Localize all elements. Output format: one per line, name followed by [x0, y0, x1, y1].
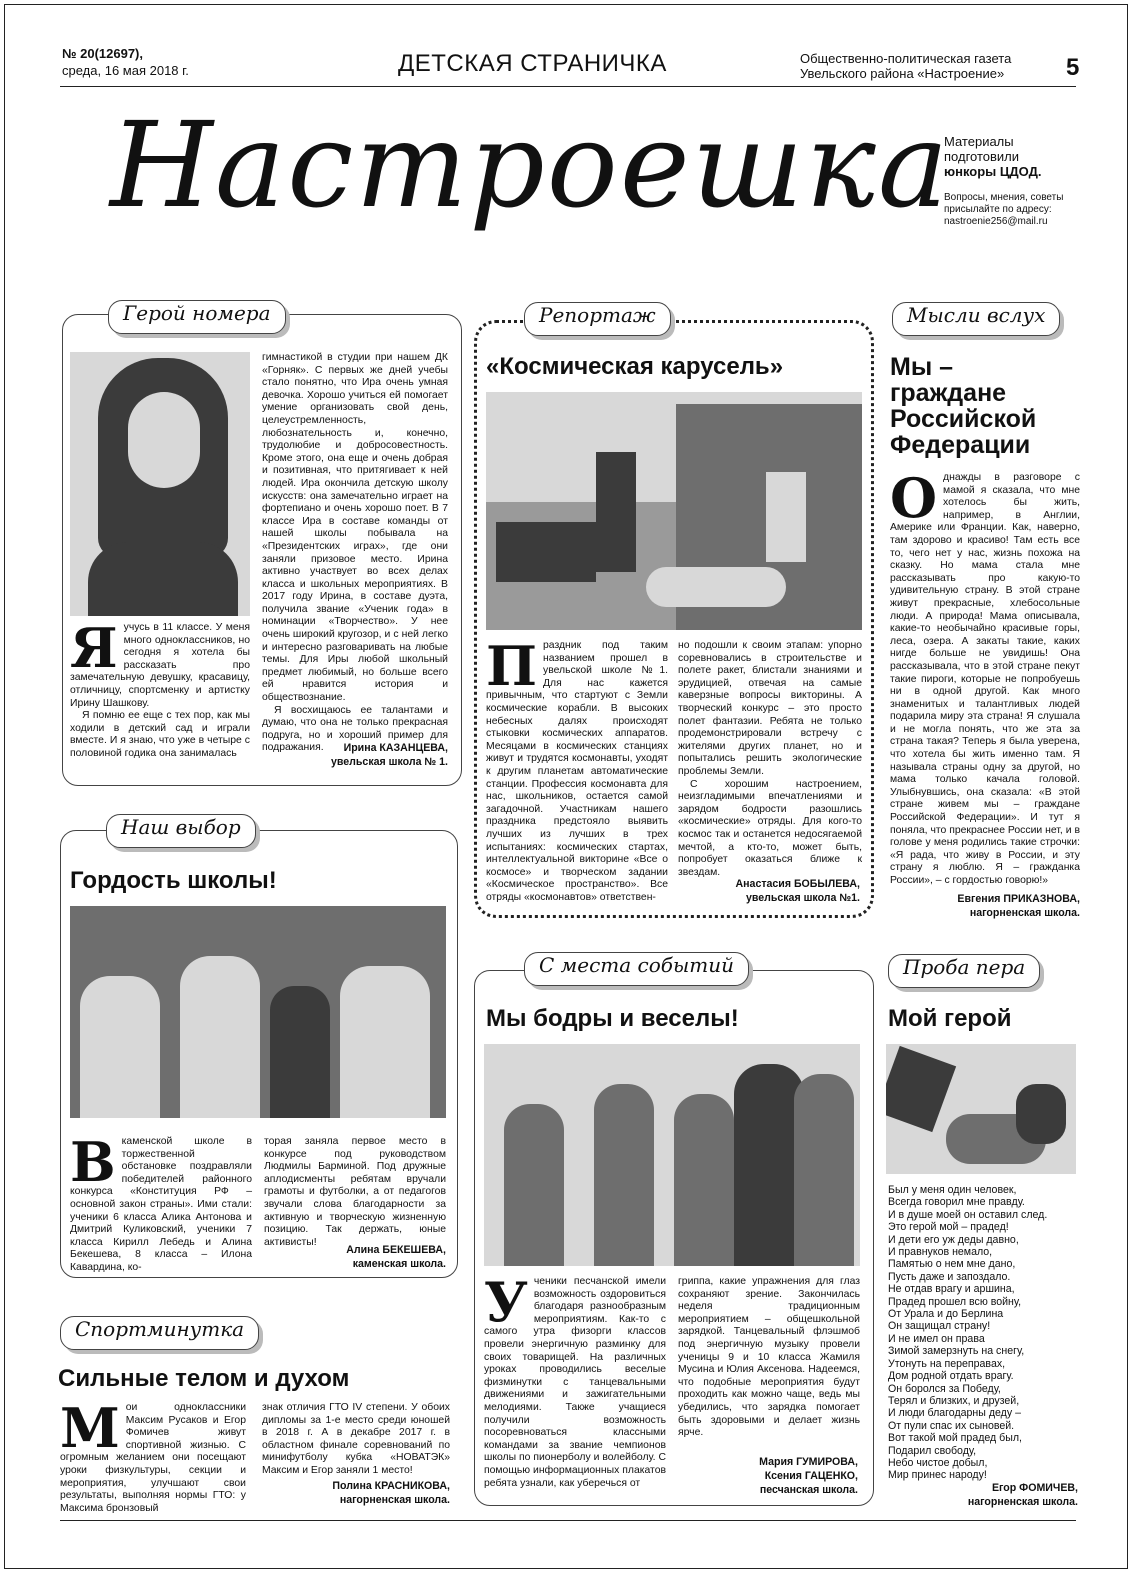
- report-dropcap: П: [486, 634, 537, 698]
- report-column-2: [678, 640, 862, 878]
- hero-school: увельская школа № 1.: [331, 756, 448, 768]
- choice-column-1: [70, 1130, 252, 1273]
- materials-line-1: Материалы: [944, 134, 1014, 149]
- poem-line: И дети его уж деды давно,: [888, 1233, 1019, 1246]
- poem-line: Не отдав врагу и аршина,: [888, 1283, 1015, 1296]
- events-column-1: [484, 1270, 666, 1498]
- hero-rubric: Герой номера: [108, 300, 286, 334]
- issue-date: среда, 16 мая 2018 г.: [62, 63, 189, 78]
- pen-rubric: Проба пера: [888, 954, 1040, 988]
- poem-line: И не имел он права: [888, 1332, 985, 1345]
- sport-rubric: Спортминутка: [60, 1316, 259, 1350]
- pen-author: Егор ФОМИЧЕВ,: [991, 1482, 1078, 1494]
- poem-line: Это герой мой – прадед!: [888, 1221, 1009, 1234]
- thoughts-headline-line-3: Российской: [890, 405, 1037, 433]
- report-headline: «Космическая карусель»: [486, 353, 784, 380]
- thoughts-author: Евгения ПРИКАЗНОВА,: [957, 893, 1080, 905]
- section-title: ДЕТСКАЯ СТРАНИЧКА: [398, 50, 667, 77]
- choice-column-2: [264, 1136, 446, 1246]
- poem-line: Был у меня один человек,: [888, 1184, 1017, 1196]
- hero-paragraph-4: Я восхищаюсь ее талантами и думаю, что она не только прекрасная подруга, но и хороший пример для подражания.: [262, 704, 448, 754]
- report-paragraph-3: С хорошим настроением, неизгладимыми впечатлениями и зарядом бодрости разошлись «космические» отряды. Для кого-то космос так и останется недосягаемой мечтой, а кто-то, может быть, попробует оказаться ближе к звездам.: [678, 778, 862, 878]
- hero-dropcap: Я: [70, 616, 118, 680]
- choice-paragraph-2: торая заняла первое место в конкурсе под руководством Людмилы Барминой. Под дружные аплодисменты ребятам вручали грамоты и футболки, а от педагогов звучали слова благодарности за активную и творческую жизненную позицию. Так держать, юные активисты!: [264, 1136, 446, 1248]
- poem-line: Прадед прошел всю войну,: [888, 1295, 1022, 1308]
- pen-school: нагорненская школа.: [967, 1496, 1078, 1508]
- poem-line: Памятью о нем мне дано,: [888, 1258, 1016, 1271]
- poem-line: Утонуть на переправах,: [888, 1357, 1006, 1370]
- sport-headline: Сильные телом и духом: [58, 1365, 350, 1392]
- report-event-photo: [486, 392, 862, 630]
- events-kids-photo: [484, 1044, 860, 1266]
- thoughts-school: нагорненская школа.: [969, 907, 1080, 919]
- events-paragraph-1: ченики песчанской имели возможность оздоровиться благодаря разнообразным мероприятиям. Как-то с самого утра физорги классов провели энергичную разминку для своих товарищей. На различных уроках проводились веселые физминутки с танцевальными движениями и зажигательными мелодиями. Также учащиеся получили возможность посоревноваться классными командами за звание чемпионов школы по пионерболу и волейболу. С помощью информационных плакатов ребята узнали, как уберечься от: [484, 1276, 666, 1489]
- pen-poem: [888, 1184, 1078, 1482]
- poem-line: Терял и близких, и друзей,: [888, 1394, 1020, 1407]
- poem-line: Он защищал страну!: [888, 1320, 991, 1333]
- poem-line: Подарил свободу,: [888, 1444, 977, 1457]
- sport-paragraph-2: знак отличия ГТО IV степени. У обоих дипломы за 1-е место среди юношей в 2018 г. А в декабре 2017 г. в областном финале соревнований по минифутболу кубка «НОВАТЭК» Максим и Егор заняли 1 место!: [262, 1402, 450, 1476]
- thoughts-paragraph: днажды в разговоре с мамой я сказала, что мне хотелось бы жить, например, в Англии, Америке или Франции. Как, наверно, там здорово и красиво! Там есть все то, чего нет у нас, жизнь похожа на сказку. Но мама стала мне рассказывать про какую-то удивительную страну. В этой стране живут прекрасные, хлебосольные люди. А природа! Мама описывала, какие-то необычайно красивые горы, леса, озера. А закаты такие, каких нигде больше не увидишь! Она рассказывала, что в этой стране пекут такие пироги, которые не попробуешь ни в одной другой. Как много знаменитых и талантливых людей подарила миру эта страна! Я слушала и не могла понять, что же эта за страна такая? Теперь я была уверена, что хотела бы жить именно там. Я называла страны одну за другой, но мама только качала головой. Улыбнувшись, она сказала: «В этой стране живем мы – граждане Российской Федерации». И тут я поняла, что прекраснее России нет, и в голове у меня родились такие строчки: «Я рада, что живу в России, и эту страну я люблю. Я – гражданка России», – с гордостью говорю!»: [890, 472, 1080, 886]
- sport-school: нагорненская школа.: [339, 1494, 450, 1506]
- poem-line: От Урала и до Берлина: [888, 1308, 1004, 1321]
- hero-paragraph-2: Я помню ее еще с тех пор, как мы ходили в детский сад и играли вместе. И я знаю, что уже в четыре с половиной годика она занималась: [70, 710, 250, 759]
- report-school: увельская школа №1.: [745, 892, 860, 904]
- events-author-2: Ксения ГАЦЕНКО,: [764, 1470, 858, 1482]
- poem-line: Небо чистое добыл,: [888, 1456, 988, 1469]
- issue-number: № 20(12697),: [62, 46, 143, 61]
- report-rubric: Репортаж: [524, 302, 671, 336]
- poem-line: Зимой замерзнуть на снегу,: [888, 1345, 1025, 1358]
- materials-line-3: юнкоры ЦДОД.: [944, 164, 1042, 179]
- sport-dropcap: М: [60, 1396, 120, 1460]
- report-author: Анастасия БОБЫЛЕВА,: [735, 878, 860, 890]
- header-rule: [60, 86, 1076, 87]
- poem-line: И правнуков немало,: [888, 1246, 993, 1259]
- hero-paragraph-1: учусь в 11 классе. У меня много одноклассников, но сегодня я хотела бы рассказать про замечательную девушку, красавицу, отличницу, спортсменку и артистку Ирину Шашкову.: [70, 622, 250, 709]
- contact-email[interactable]: nastroenie256@mail.ru: [944, 216, 1048, 227]
- events-rubric: С места событий: [524, 952, 749, 986]
- events-column-2: [678, 1276, 860, 1446]
- sport-author: Полина КРАСНИКОВА,: [332, 1480, 450, 1492]
- thoughts-column: [890, 466, 1080, 886]
- poem-line: Всегда говорил мне правду.: [888, 1196, 1025, 1209]
- poem-line: И люди благодарны деду –: [888, 1407, 1021, 1420]
- events-paragraph-2: гриппа, какие упражнения для глаз сохраняют зрение. Закончилась неделя традиционным мероприятием – общешкольной зарядкой. Танцевальный флэшмоб под энергичную музыку провели ученицы 9 и 10 класса Жамиля Мусина и Юлия Аксенова. Надеемся, что подобные мероприятия будут проходить как можно чаще, ведь мы убедились, что зарядка помогает быть здоровыми и делает жизнь ярче.: [678, 1276, 860, 1439]
- masthead-title: Настроешка: [110, 96, 951, 234]
- choice-author: Алина БЕКЕШЕВА,: [346, 1244, 446, 1256]
- thoughts-headline-line-4: Федерации: [890, 431, 1031, 459]
- materials-line-2: подготовили: [944, 149, 1020, 164]
- thoughts-headline-line-1: Мы –: [890, 353, 954, 381]
- contact-line-1: Вопросы, мнения, советы: [944, 192, 1064, 203]
- contact-line-2: присылайте по адресу:: [944, 204, 1052, 215]
- events-author-1: Мария ГУМИРОВА,: [759, 1456, 858, 1468]
- poem-line: Дом родной отдать врагу.: [888, 1370, 1014, 1383]
- events-school: песчанская школа.: [759, 1484, 858, 1496]
- page-number: 5: [1066, 54, 1080, 81]
- poem-line: Он боролся за Победу,: [888, 1382, 1001, 1395]
- poem-line: Пусть даже и запоздало.: [888, 1270, 1011, 1283]
- thoughts-headline-line-2: граждане: [890, 379, 1007, 407]
- report-paragraph-2: но подошли к своим этапам: упорно соревновались в строительстве и полете ракет, блистали знаниями и эрудицией, отвечая на самые каверзные вопросы викторины. А творческий конкурс – это просто полет фантазии. Ребята не только продемонстрировали встречу с жителями других планет, но и попытались решить экологические проблемы Земли.: [678, 640, 862, 777]
- hero-author: Ирина КАЗАНЦЕВА,: [343, 742, 448, 754]
- thoughts-headline: [890, 354, 1080, 458]
- footer-rule: [60, 1520, 1076, 1521]
- poem-line: Мир принес народу!: [888, 1469, 987, 1482]
- thoughts-rubric: Мысли вслух: [892, 302, 1060, 336]
- events-headline: Мы бодры и веселы!: [486, 1005, 739, 1032]
- thoughts-dropcap: О: [890, 466, 938, 530]
- events-dropcap: У: [484, 1270, 528, 1334]
- hero-portrait-photo: [70, 352, 250, 616]
- hero-paragraph-3: гимнастикой в студии при нашем ДК «Горняк». С первых же дней учебы стало понятно, что Ира очень умная девочка. Хорошо учиться ей помогает умение организовать свой день, целеустремленность, любознательность и, конечно, трудолюбие и добросовестность. Кроме этого, она еще и очень добрая и позитивная, что притягивает к ней людей. Ира окончила детскую школу искусств: она замечательно играет на фортепиано и очень хорошо поет. В 7 классе Ира в составе команды от нашей школы побывала на «Президентских играх», где они заняли призовое место. Ирина активно участвует во всех делах класса и школьных мероприятиях. В 2017 году Ирина, в составе дуэта, получила звание «Ученик года» в номинации «Творчество». У нее очень широкий кругозор, и с ней легко и интересно разговаривать на любые темы. Для Иры любой школьный предмет любимый, но больше всего ей нравится история и обществознание.: [262, 352, 448, 704]
- poem-line: Вот такой мой прадед был,: [888, 1432, 1022, 1445]
- publisher-line-2: Увельского района «Настроение»: [800, 66, 1005, 81]
- choice-school: каменская школа.: [352, 1258, 446, 1270]
- report-column-1: [486, 634, 668, 910]
- choice-paragraph-1: каменской школе в торжественной обстановке поздравляли победителей районного конкурса «Конституция РФ – основной закон страны». Ими стали: ученики 6 класса Алика Антонова и Дмитрий Куликовский, ученики 7 класса Кирилл Лебедь и Алина Бекешева, 8 класса – Илона Кавардина, ко-: [70, 1136, 252, 1273]
- pen-headline: Мой герой: [888, 1005, 1012, 1032]
- choice-headline: Гордость школы!: [70, 867, 277, 894]
- sport-column-1: [60, 1396, 246, 1514]
- choice-dropcap: В: [70, 1130, 116, 1194]
- pen-ribbon-photo: [886, 1044, 1076, 1174]
- publisher-line-1: Общественно-политическая газета: [800, 51, 1012, 66]
- hero-column-1: [70, 616, 250, 782]
- report-paragraph-1: раздник под таким названием прошел в увельской школе №1. Для нас кажется привычным, что стартуют с Земли космические корабли. В высоких небесных далях происходят стыковки космических аппаратов. Месяцами в космических станциях живут и трудятся космонавты, уходят к другим планетам автоматические станции. Профессия космонавта для нас, школьников, остается самой загадочной. Участникам нашего праздника предстояло выявить лучших из лучших в трех испытаниях: космических стартах, интеллектуальной викторине «Все о космосе» и творческом задании «Космическое пространство». Все отряды «космонавтов» ответствен-: [486, 640, 668, 903]
- poem-line: От пули спас их сыновей.: [888, 1419, 1015, 1432]
- choice-winners-photo: [70, 906, 446, 1118]
- choice-rubric: Наш выбор: [106, 814, 256, 848]
- poem-line: И в душе моей он оставил след.: [888, 1208, 1048, 1221]
- sport-column-2: [262, 1402, 450, 1476]
- sport-paragraph-1: ои одноклассники Максим Русаков и Егор Фомичев живут спортивной жизнью. С огромным желанием они посещают уроки физкультуры, секции и мероприятия, улучшают свои результаты, выполняя нормы ГТО: у Максима бронзовый: [60, 1402, 246, 1514]
